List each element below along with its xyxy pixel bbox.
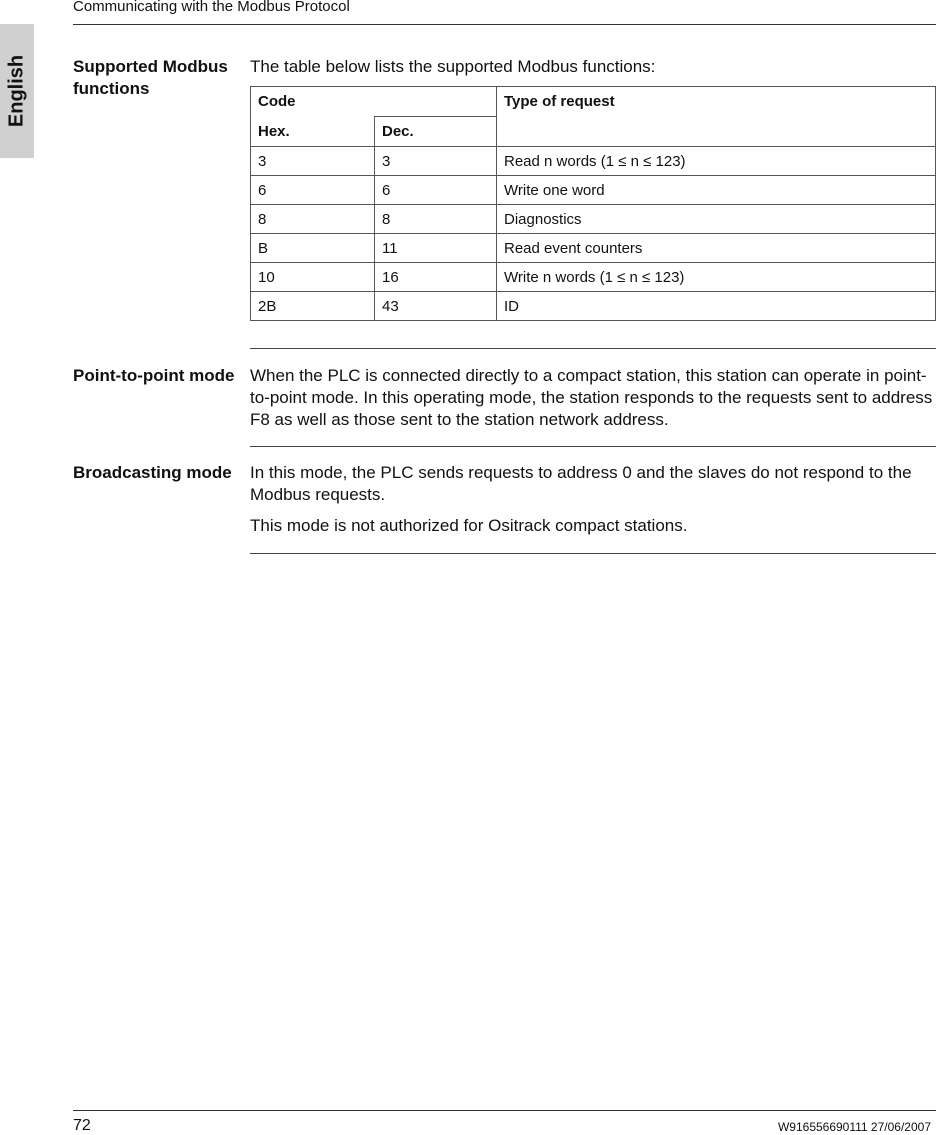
cell-type: Read n words (1 ≤ n ≤ 123) — [497, 147, 936, 176]
column-header-type: Type of request — [497, 87, 936, 147]
cell-hex: 8 — [251, 205, 375, 234]
table-header-row — [251, 87, 936, 117]
modbus-functions-table — [250, 86, 936, 321]
column-header-code: Code — [251, 87, 497, 117]
broadcasting-text-1: In this mode, the PLC sends requests to address 0 and the slaves do not respond to the Modbus requests. — [250, 463, 912, 504]
table-row — [251, 205, 936, 234]
footer-rule — [73, 1110, 936, 1111]
cell-dec: 11 — [375, 234, 497, 263]
section-divider — [250, 446, 936, 447]
column-header-hex: Hex. — [251, 117, 375, 147]
cell-dec: 16 — [375, 263, 497, 292]
page-number: 72 — [73, 1117, 91, 1134]
cell-dec: 43 — [375, 292, 497, 321]
cell-dec: 3 — [375, 147, 497, 176]
point-to-point-text: When the PLC is connected directly to a compact station, this station can operate in point-to-point mode. In this operating mode, the station responds to the requests sent to address F8 as well as those sent to the station network address. — [250, 366, 933, 429]
cell-hex: 6 — [251, 176, 375, 205]
language-tab — [0, 24, 34, 158]
table-row — [251, 176, 936, 205]
cell-type: Diagnostics — [497, 205, 936, 234]
section-divider — [250, 553, 936, 554]
cell-type: ID — [497, 292, 936, 321]
table-row — [251, 263, 936, 292]
point-to-point-heading: Point-to-point mode — [73, 366, 235, 385]
document-reference: W916556690111 27/06/2007 — [777, 1120, 931, 1134]
cell-hex: 3 — [251, 147, 375, 176]
cell-hex: 2B — [251, 292, 375, 321]
cell-type: Write one word — [497, 176, 936, 205]
supported-functions-heading: Supported Modbus functions — [73, 57, 228, 98]
cell-type: Write n words (1 ≤ n ≤ 123) — [497, 263, 936, 292]
section-divider — [250, 348, 936, 349]
language-tab-label: English — [5, 54, 28, 128]
cell-hex: B — [251, 234, 375, 263]
broadcasting-text-2: This mode is not authorized for Ositrack compact stations. — [250, 516, 688, 535]
cell-type: Read event counters — [497, 234, 936, 263]
cell-dec: 8 — [375, 205, 497, 234]
broadcasting-heading: Broadcasting mode — [73, 463, 232, 482]
supported-functions-intro: The table below lists the supported Modbus functions: — [250, 57, 656, 76]
cell-dec: 6 — [375, 176, 497, 205]
running-header: Communicating with the Modbus Protocol — [73, 0, 350, 15]
table-row — [251, 292, 936, 321]
table-row — [251, 147, 936, 176]
header-rule — [73, 24, 936, 25]
table-row — [251, 234, 936, 263]
cell-hex: 10 — [251, 263, 375, 292]
column-header-dec: Dec. — [375, 117, 497, 147]
